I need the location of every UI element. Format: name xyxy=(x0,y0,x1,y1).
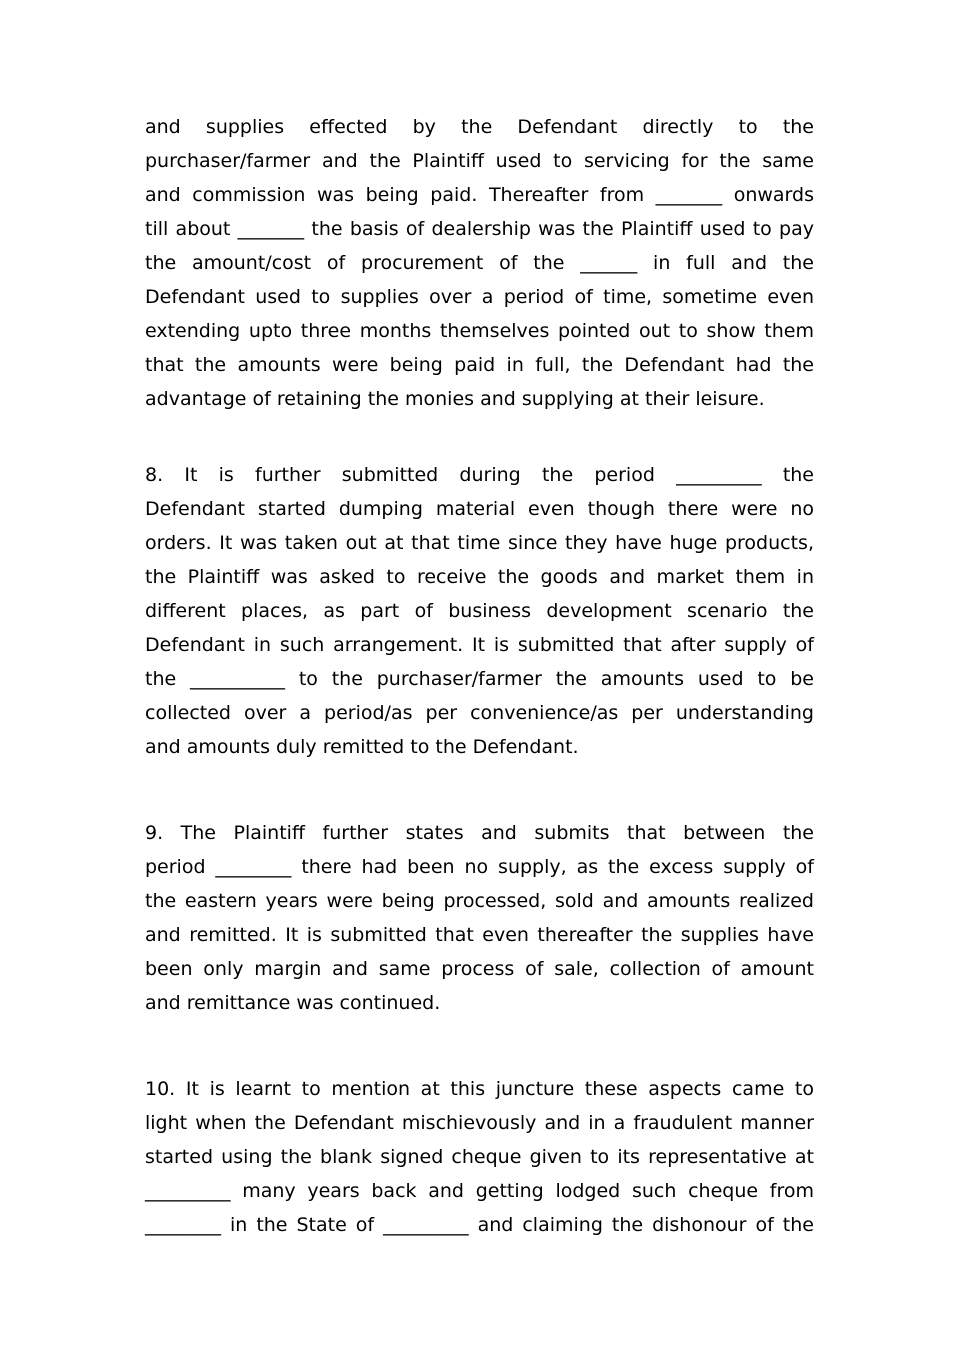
text-line: advantage of retaining the monies and supplying at their leisure. xyxy=(145,388,765,410)
text-line: the eastern years were being processed, sold and amounts realized xyxy=(145,890,814,912)
text-line: and supplies effected by the Defendant directly to the xyxy=(145,116,814,138)
text-line: different places, as part of business development scenario the xyxy=(145,600,814,622)
text-line: extending upto three months themselves pointed out to show them xyxy=(145,320,814,342)
text-line: purchaser/farmer and the Plaintiff used to servicing for the same xyxy=(145,150,814,172)
text-line: till about _______ the basis of dealership was the Plaintiff used to pay xyxy=(145,218,814,240)
text-line: period ________ there had been no supply, as the excess supply of xyxy=(145,856,814,878)
paragraph-8 xyxy=(145,458,814,764)
text-line: and amounts duly remitted to the Defendant. xyxy=(145,736,579,758)
text-line: been only margin and same process of sale, collection of amount xyxy=(145,958,814,980)
text-line: that the amounts were being paid in full, the Defendant had the xyxy=(145,354,814,376)
text-line: Defendant used to supplies over a period of time, sometime even xyxy=(145,286,814,308)
text-line: light when the Defendant mischievously and in a fraudulent manner xyxy=(145,1112,814,1134)
paragraph-continuation xyxy=(145,110,814,416)
text-line: ________ in the State of _________ and claiming the dishonour of the xyxy=(145,1214,814,1236)
text-line: started using the blank signed cheque given to its representative at xyxy=(145,1146,814,1168)
text-line: and remitted. It is submitted that even thereafter the supplies have xyxy=(145,924,814,946)
paragraph-9 xyxy=(145,816,814,1020)
text-line: collected over a period/as per convenience/as per understanding xyxy=(145,702,814,724)
text-line: 8. It is further submitted during the period _________ the xyxy=(145,464,814,486)
text-line: the Plaintiff was asked to receive the goods and market them in xyxy=(145,566,814,588)
text-line: orders. It was taken out at that time since they have huge products, xyxy=(145,532,814,554)
text-line: _________ many years back and getting lodged such cheque from xyxy=(145,1180,814,1202)
text-line: the __________ to the purchaser/farmer the amounts used to be xyxy=(145,668,814,690)
text-line: and remittance was continued. xyxy=(145,992,441,1014)
text-line: and commission was being paid. Thereafter from _______ onwards xyxy=(145,184,814,206)
text-line: 10. It is learnt to mention at this juncture these aspects came to xyxy=(145,1078,814,1100)
text-line: the amount/cost of procurement of the ______ in full and the xyxy=(145,252,814,274)
paragraph-10 xyxy=(145,1072,814,1242)
text-line: Defendant in such arrangement. It is submitted that after supply of xyxy=(145,634,814,656)
text-line: 9. The Plaintiff further states and submits that between the xyxy=(145,822,814,844)
text-line: Defendant started dumping material even though there were no xyxy=(145,498,814,520)
